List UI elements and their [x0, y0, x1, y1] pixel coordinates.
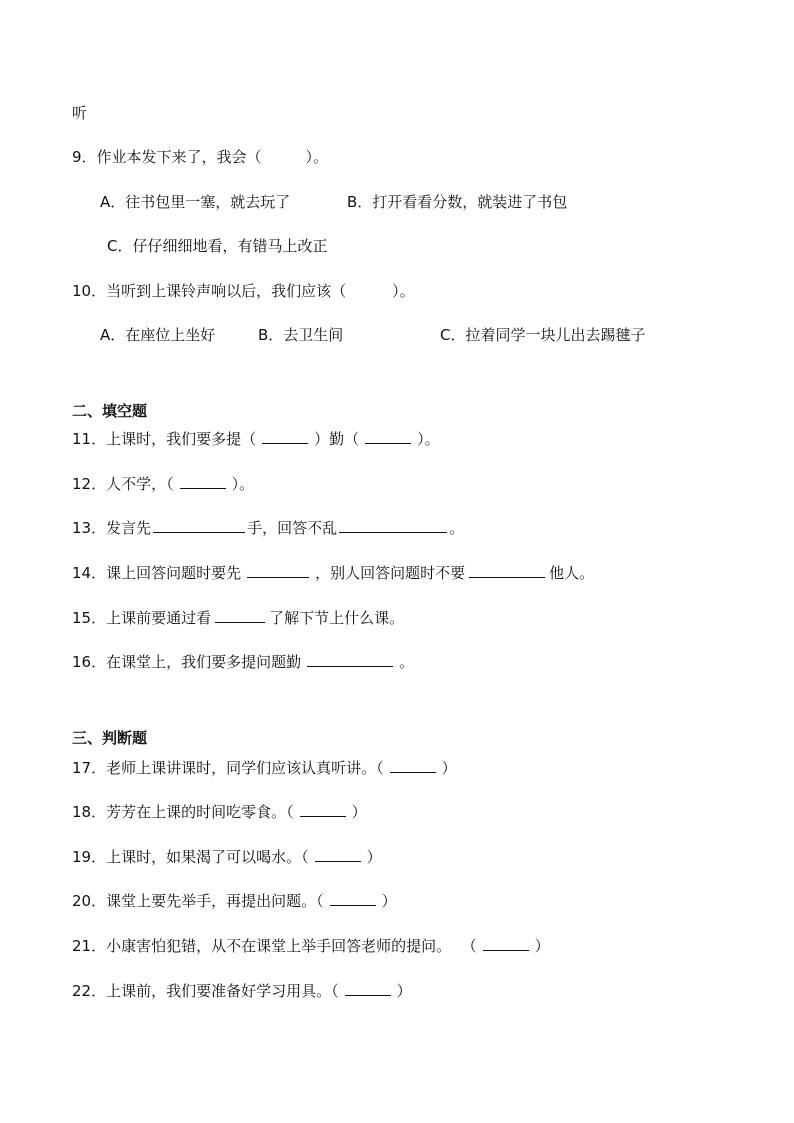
question-9-option-c[interactable]: C．仔仔细细地看，有错马上改正 [107, 237, 328, 255]
question-20-pre: 20．课堂上要先举手，再提出问题。（ [72, 892, 324, 910]
question-20-post: ） [381, 892, 397, 910]
question-17-pre: 17．老师上课讲课时，同学们应该认真听讲。（ [72, 759, 384, 777]
answer-blank-13a[interactable] [153, 519, 245, 533]
question-14-mid: ，别人回答问题时不要 [315, 564, 466, 582]
answer-blank-14a[interactable] [247, 564, 309, 578]
intro-fragment: 听 [72, 104, 88, 122]
question-19 [72, 847, 382, 867]
question-12 [72, 474, 254, 494]
question-9-stem-pre: 9．作业本发下来了，我会（ [72, 148, 262, 166]
question-18-post: ） [351, 803, 367, 821]
question-11-post: ）。 [417, 430, 440, 448]
answer-blank-14b[interactable] [469, 564, 545, 578]
question-20 [72, 891, 397, 911]
question-14-post: 他人。 [549, 564, 595, 582]
section-3-heading: 三、判断题 [72, 729, 148, 747]
question-10-option-c[interactable]: C．拉着同学一块儿出去踢毽子 [440, 326, 646, 344]
question-9-option-a[interactable]: A．往书包里一塞，就去玩了 [100, 193, 291, 211]
question-14 [72, 563, 594, 583]
question-11-pre: 11．上课时，我们要多提（ [72, 430, 257, 448]
question-18-pre: 18．芳芳在上课的时间吃零食。（ [72, 803, 294, 821]
answer-blank-21[interactable] [483, 937, 529, 951]
answer-blank-15[interactable] [215, 609, 265, 623]
question-16-post: 。 [399, 653, 415, 671]
question-9-option-b[interactable]: B．打开看看分数，就装进了书包 [347, 193, 568, 211]
question-15 [72, 608, 404, 628]
question-9 [72, 147, 328, 167]
question-21 [72, 936, 550, 956]
answer-blank-13b[interactable] [339, 519, 447, 533]
question-14-pre: 14．课上回答问题时要先 [72, 564, 242, 582]
question-15-post: 了解下节上什么课。 [269, 609, 405, 627]
question-13-pre: 13．发言先 [72, 519, 152, 537]
question-19-post: ） [366, 848, 382, 866]
question-16 [72, 652, 414, 672]
answer-blank-18[interactable] [300, 803, 346, 817]
question-21-pre: 21．小康害怕犯错，从不在课堂上举手回答老师的提问。 [72, 937, 452, 955]
answer-blank-16[interactable] [307, 653, 393, 667]
question-22-post: ） [396, 982, 412, 1000]
question-17-post: ） [441, 759, 457, 777]
answer-blank-20[interactable] [330, 892, 376, 906]
question-9-stem-post: ）。 [305, 148, 329, 166]
question-10-option-a[interactable]: A．在座位上坐好 [100, 326, 216, 344]
question-12-post: ）。 [231, 475, 255, 493]
question-10-stem-pre: 10．当听到上课铃声响以后，我们应该（ [72, 282, 347, 300]
answer-blank-11b[interactable] [365, 430, 411, 444]
answer-blank-12[interactable] [180, 475, 226, 489]
question-12-pre: 12．人不学，（ [72, 475, 174, 493]
question-17 [72, 758, 457, 778]
question-15-pre: 15．上课前要通过看 [72, 609, 212, 627]
question-16-pre: 16．在课堂上，我们要多提问题勤 [72, 653, 302, 671]
question-11 [72, 429, 440, 449]
question-21-post: ） [534, 937, 550, 955]
question-10-option-b[interactable]: B．去卫生间 [258, 326, 344, 344]
question-18 [72, 802, 367, 822]
question-11-mid: ）勤（ [314, 430, 360, 448]
question-13-mid: 手，回答不乱 [247, 519, 338, 537]
question-19-pre: 19．上课时，如果渴了可以喝水。（ [72, 848, 309, 866]
question-21-paren-open: （ [469, 937, 477, 955]
question-10-stem-post: ）。 [392, 282, 415, 300]
question-10 [72, 281, 415, 301]
answer-blank-11a[interactable] [262, 430, 308, 444]
question-22-pre: 22．上课前，我们要准备好学习用具。（ [72, 982, 339, 1000]
question-13-post: 。 [449, 519, 465, 537]
answer-blank-17[interactable] [390, 759, 436, 773]
answer-blank-22[interactable] [345, 982, 391, 996]
question-22 [72, 981, 412, 1001]
question-13 [72, 518, 464, 538]
section-2-heading: 二、填空题 [72, 402, 148, 420]
answer-blank-19[interactable] [315, 848, 361, 862]
